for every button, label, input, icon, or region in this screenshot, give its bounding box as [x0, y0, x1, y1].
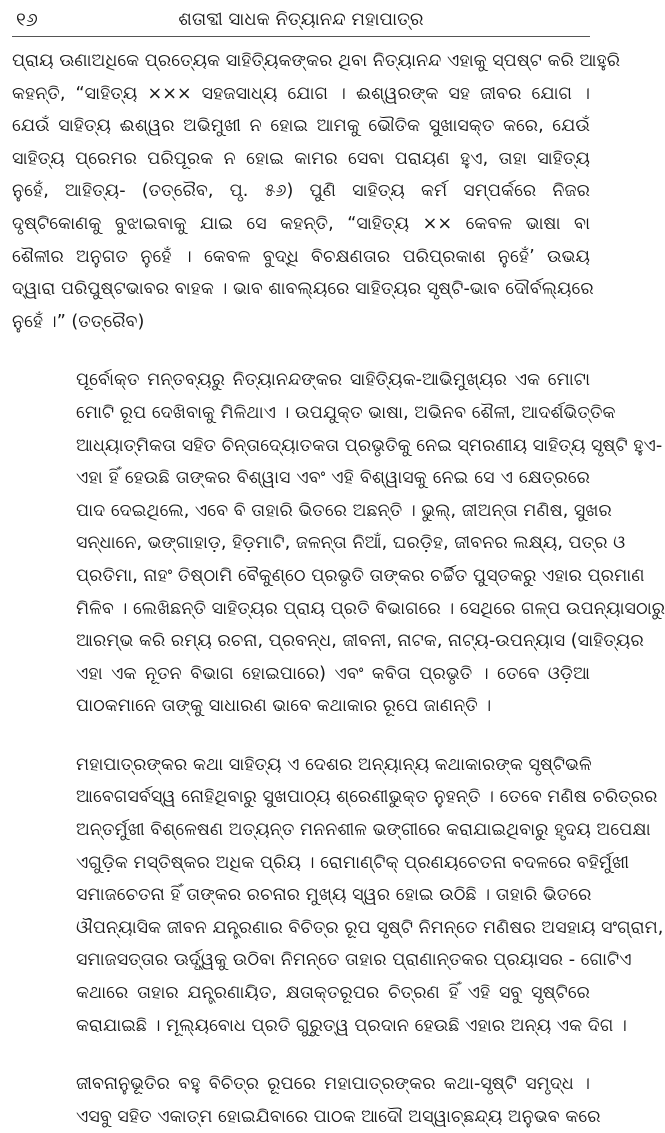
text-line: ପ୍ରାୟ ଊଣାଅଧିକେ ପ୍ରତ୍ୟେକ ସାହିତ୍ୟିକଙ୍କର ଥିବା ନିତ୍ୟାନନ୍ଦ ଏହାକୁ ସ୍ପଷ୍ଟ କରି ଆହୁରି: [12, 51, 621, 71]
text-line: ଏଗୁଡ଼ିକ ମସ୍ତିଷ୍କର ଅଧିକ ପ୍ରିୟ । ରୋମାଣ୍ଟିକ୍ ପ୍ରଣୟଚେତନା ବଦଳରେ ବହିର୍ମୁଖୀ: [76, 852, 630, 873]
paragraph-gap: [12, 1042, 590, 1068]
text-line: ଆଧ୍ୟାତ୍ମିକତା ସହିତ ଚିନ୍ତାଦ୍ୟୋତକତା ପ୍ରଭୃତିକୁ ନେଇ ସ୍ମରଣୀୟ ସାହିତ୍ୟ ସୃଷ୍ଟି ହୁଏ-: [76, 435, 663, 456]
running-header: [12, 6, 590, 37]
text-line: ଔପନ୍ୟାସିକ ଜୀବନ ଯନ୍ତ୍ରଣାର ବିଚିତ୍ର ରୂପ ସୃଷ୍ଟି ନିମନ୍ତେ ମଣିଷର ଅସହାୟ ସଂଗ୍ରାମ,: [76, 917, 664, 938]
paragraph: [12, 45, 621, 338]
text-line: କରାଯାଇଛି । ମୂଲ୍ୟବୋଧ ପ୍ରତି ଗୁରୁତ୍ୱ ପ୍ରଦାନ ହେଉଛି ଏହାର ଅନ୍ୟ ଏକ ଦିଗ ।: [76, 1015, 627, 1036]
body-text: [12, 45, 665, 1133]
text-line: ଜୀବନାନୁଭୂତିର ବହୁ ବିଚିତ୍ର ରୂପରେ ମହାପାତ୍ରଙ୍କର କଥା-ସୃଷ୍ଟି ସମୃଦ୍ଧ ।: [76, 1074, 590, 1095]
text-line: ଏହା ହିଁ ହେଉଛି ତାଙ୍କର ବିଶ୍ୱାସ ଏବଂ ଏହି ବିଶ୍ୱାସକୁ ନେଇ ସେ ଏ କ୍ଷେତ୍ରରେ: [76, 468, 590, 489]
paragraph-gap: [12, 338, 590, 364]
text-line: କହନ୍ତି, “ସାହିତ୍ୟ ××× ସହଜସାଧ୍ୟ ଯୋଗ । ଈଶ୍ୱରଙ୍କ ସହ ଜୀବର ଯୋଗ ।: [12, 83, 590, 104]
text-line: ଏସବୁ ସହିତ ଏକାତ୍ମ ହୋଇଯିବାରେ ପାଠକ ଆଦୌ ଅସ୍ୱାଚ୍ଛନ୍ଦ୍ୟ ଅନୁଭବ କରେ: [76, 1106, 601, 1127]
paragraph: [12, 1068, 601, 1133]
text-line: ସାହିତ୍ୟ ପ୍ରେମର ପରିପୂରକ ନ ହୋଇ କାମର ସେବା ପରାୟଣ ହୁଏ, ତାହା ସାହିତ୍ୟ: [12, 148, 590, 169]
text-line: ନୁହେଁ ।” (ତତ୍ରୈବ): [12, 311, 145, 332]
text-line: ଏହା ଏକ ନୂତନ ବିଭାଗ ହୋଇପାରେ) ଏବଂ କବିତା ପ୍ରଭୃତି । ତେବେ ଓଡ଼ିଆ: [76, 663, 590, 684]
text-line: ସନ୍ଧାନେ, ଭଙ୍ଗାହାଡ଼, ହିଡ଼ମାଟି, ଜଳନ୍ତା ନିଆଁ, ଘରଡ଼ିହ, ଜୀବନର ଲକ୍ଷ୍ୟ, ପତ୍ର ଓ: [76, 533, 626, 554]
text-line: ପୂର୍ବୋକ୍ତ ମନ୍ତବ୍ୟରୁ ନିତ୍ୟାନନ୍ଦଙ୍କର ସାହିତ୍ୟିକ-ଆଭିମୁଖ୍ୟର ଏକ ମୋଟା: [76, 370, 590, 391]
text-line: ଆରମ୍ଭ କରି ରମ୍ୟ ରଚନା, ପ୍ରବନ୍ଧ, ଜୀବନୀ, ନାଟକ, ନାଟ୍ୟ-ଉପନ୍ୟାସ (ସାହିତ୍ୟର: [76, 631, 644, 652]
paragraph: [12, 364, 665, 723]
text-line: ମହାପାତ୍ରଙ୍କର କଥା ସାହିତ୍ୟ ଏ ଦେଶର ଅନ୍ୟାନ୍ୟ କଥାକାରଙ୍କ ସୃଷ୍ଟିଭଳି: [76, 754, 592, 775]
page-number: ୧୬: [16, 9, 38, 31]
text-line: ନୁହେଁ, ଆହିତ୍ୟ- (ତତ୍ରୈବ, ପୃ. ୫୬) ପୁଣି ସାହିତ୍ୟ କର୍ମ ସମ୍ପର୍କରେ ନିଜର: [12, 181, 590, 202]
text-line: ପାଠକମାନେ ତାଙ୍କୁ ସାଧାରଣ ଭାବେ କଥାକାର ରୂପେ ଜାଣନ୍ତି ।: [76, 696, 492, 717]
text-line: ମିଳିବ । ଲେଖିଛନ୍ତି ସାହିତ୍ୟର ପ୍ରାୟ ପ୍ରତି ବିଭାଗରେ । ସେଥିରେ ଗଳ୍ପ ଉପନ୍ୟାସଠାରୁ: [76, 598, 665, 619]
text-line: ଦୃଷ୍ଟିକୋଣକୁ ବୁଝାଇବାକୁ ଯାଇ ସେ କହନ୍ତି, “ସାହିତ୍ୟ ×× କେବଳ ଭାଷା ବା: [12, 213, 590, 234]
running-title: ଶତାବ୍ଦୀ ସାଧକ ନିତ୍ୟାନନ୍ଦ ମହାପାତ୍ର: [178, 9, 424, 30]
text-line: ଦ୍ୱାରା ପରିପୁଷ୍ଟଭାବର ବାହକ । ଭାବ ଶାବଲ୍ୟରେ ସାହିତ୍ୟର ସୃଷ୍ଟି-ଭାବ ଦୌର୍ବଲ୍ୟରେ: [12, 279, 594, 300]
text-line: କଥାରେ ତାହାର ଯନ୍ତ୍ରଣାୟିତ, କ୍ଷତାକ୍ତରୂପର ଚିତ୍ରଣ ହିଁ ଏହି ସବୁ ସୃଷ୍ଟିରେ: [76, 983, 590, 1004]
paragraph: [12, 749, 664, 1042]
text-line: ଯେଉଁ ସାହିତ୍ୟ ଈଶ୍ୱର ଅଭିମୁଖୀ ନ ହୋଇ ଆମକୁ ଭୌତିକ ସୁଖାସକ୍ତ କରେ, ଯେଉଁ: [12, 116, 590, 137]
text-line: ପାଦ ଦେଇଥିଲେ, ଏବେ ବି ତାହାରି ଭିତରେ ଅଛନ୍ତି । ଭୁଲ୍, ଜୀଅନ୍ତା ମଣିଷ, ସୁଖର: [76, 500, 612, 521]
text-line: ସମାଜଚେତନା ହିଁ ତାଙ୍କର ରଚନାର ମୁଖ୍ୟ ସ୍ୱର ହୋଇ ଉଠିଛି । ତାହାରି ଭିତରେ: [76, 885, 592, 906]
text-line: ସମାଜସତ୍ତାର ଊର୍ଦ୍ଧ୍ୱକୁ ଉଠିବା ନିମନ୍ତେ ତାହାର ପ୍ରାଣାନ୍ତକର ପ୍ରୟାସର - ଗୋଟିଏ: [76, 950, 632, 971]
text-line: ଆବେଗସର୍ବସ୍ୱ ନୋହିଥିବାରୁ ସୁଖପାଠ୍ୟ ଶ୍ରେଣୀଭୁକ୍ତ ନୁହନ୍ତି । ତେବେ ମଣିଷ ଚରିତ୍ରର: [76, 787, 658, 808]
paragraph-gap: [12, 723, 590, 749]
text-line: ଅନ୍ତର୍ମୁଖୀ ବିଶ୍ଳେଷଣ ଅତ୍ୟନ୍ତ ମନନଶୀଳ ଭଙ୍ଗୀରେ କରାଯାଇଥିବାରୁ ହୃଦୟ ଅପେକ୍ଷା: [76, 820, 651, 841]
text-line: ଶୈଳୀର ଅନୁଗତ ନୁହେଁ । କେବଳ ବୁଦ୍ଧି ବିଚକ୍ଷଣତାର ପରିପ୍ରକାଶ ନୁହେଁ’ ଉଭୟ: [12, 246, 590, 267]
text-line: ମୋଟି ରୂପ ଦେଖିବାକୁ ମିଳିଥାଏ । ଉପଯୁକ୍ତ ଭାଷା, ଅଭିନବ ଶୈଳୀ, ଆଦର୍ଶଭିତ୍ତିକ: [76, 402, 616, 423]
text-line: ପ୍ରତିମା, ନାହଂ ତିଷ୍ଠାମି ବୈକୁଣ୍ଠେ ପ୍ରଭୃତି ତାଙ୍କର ଚର୍ଚ୍ଚିତ ପୁସ୍ତକରୁ ଏହାର ପ୍ରମାଣ: [76, 565, 645, 586]
